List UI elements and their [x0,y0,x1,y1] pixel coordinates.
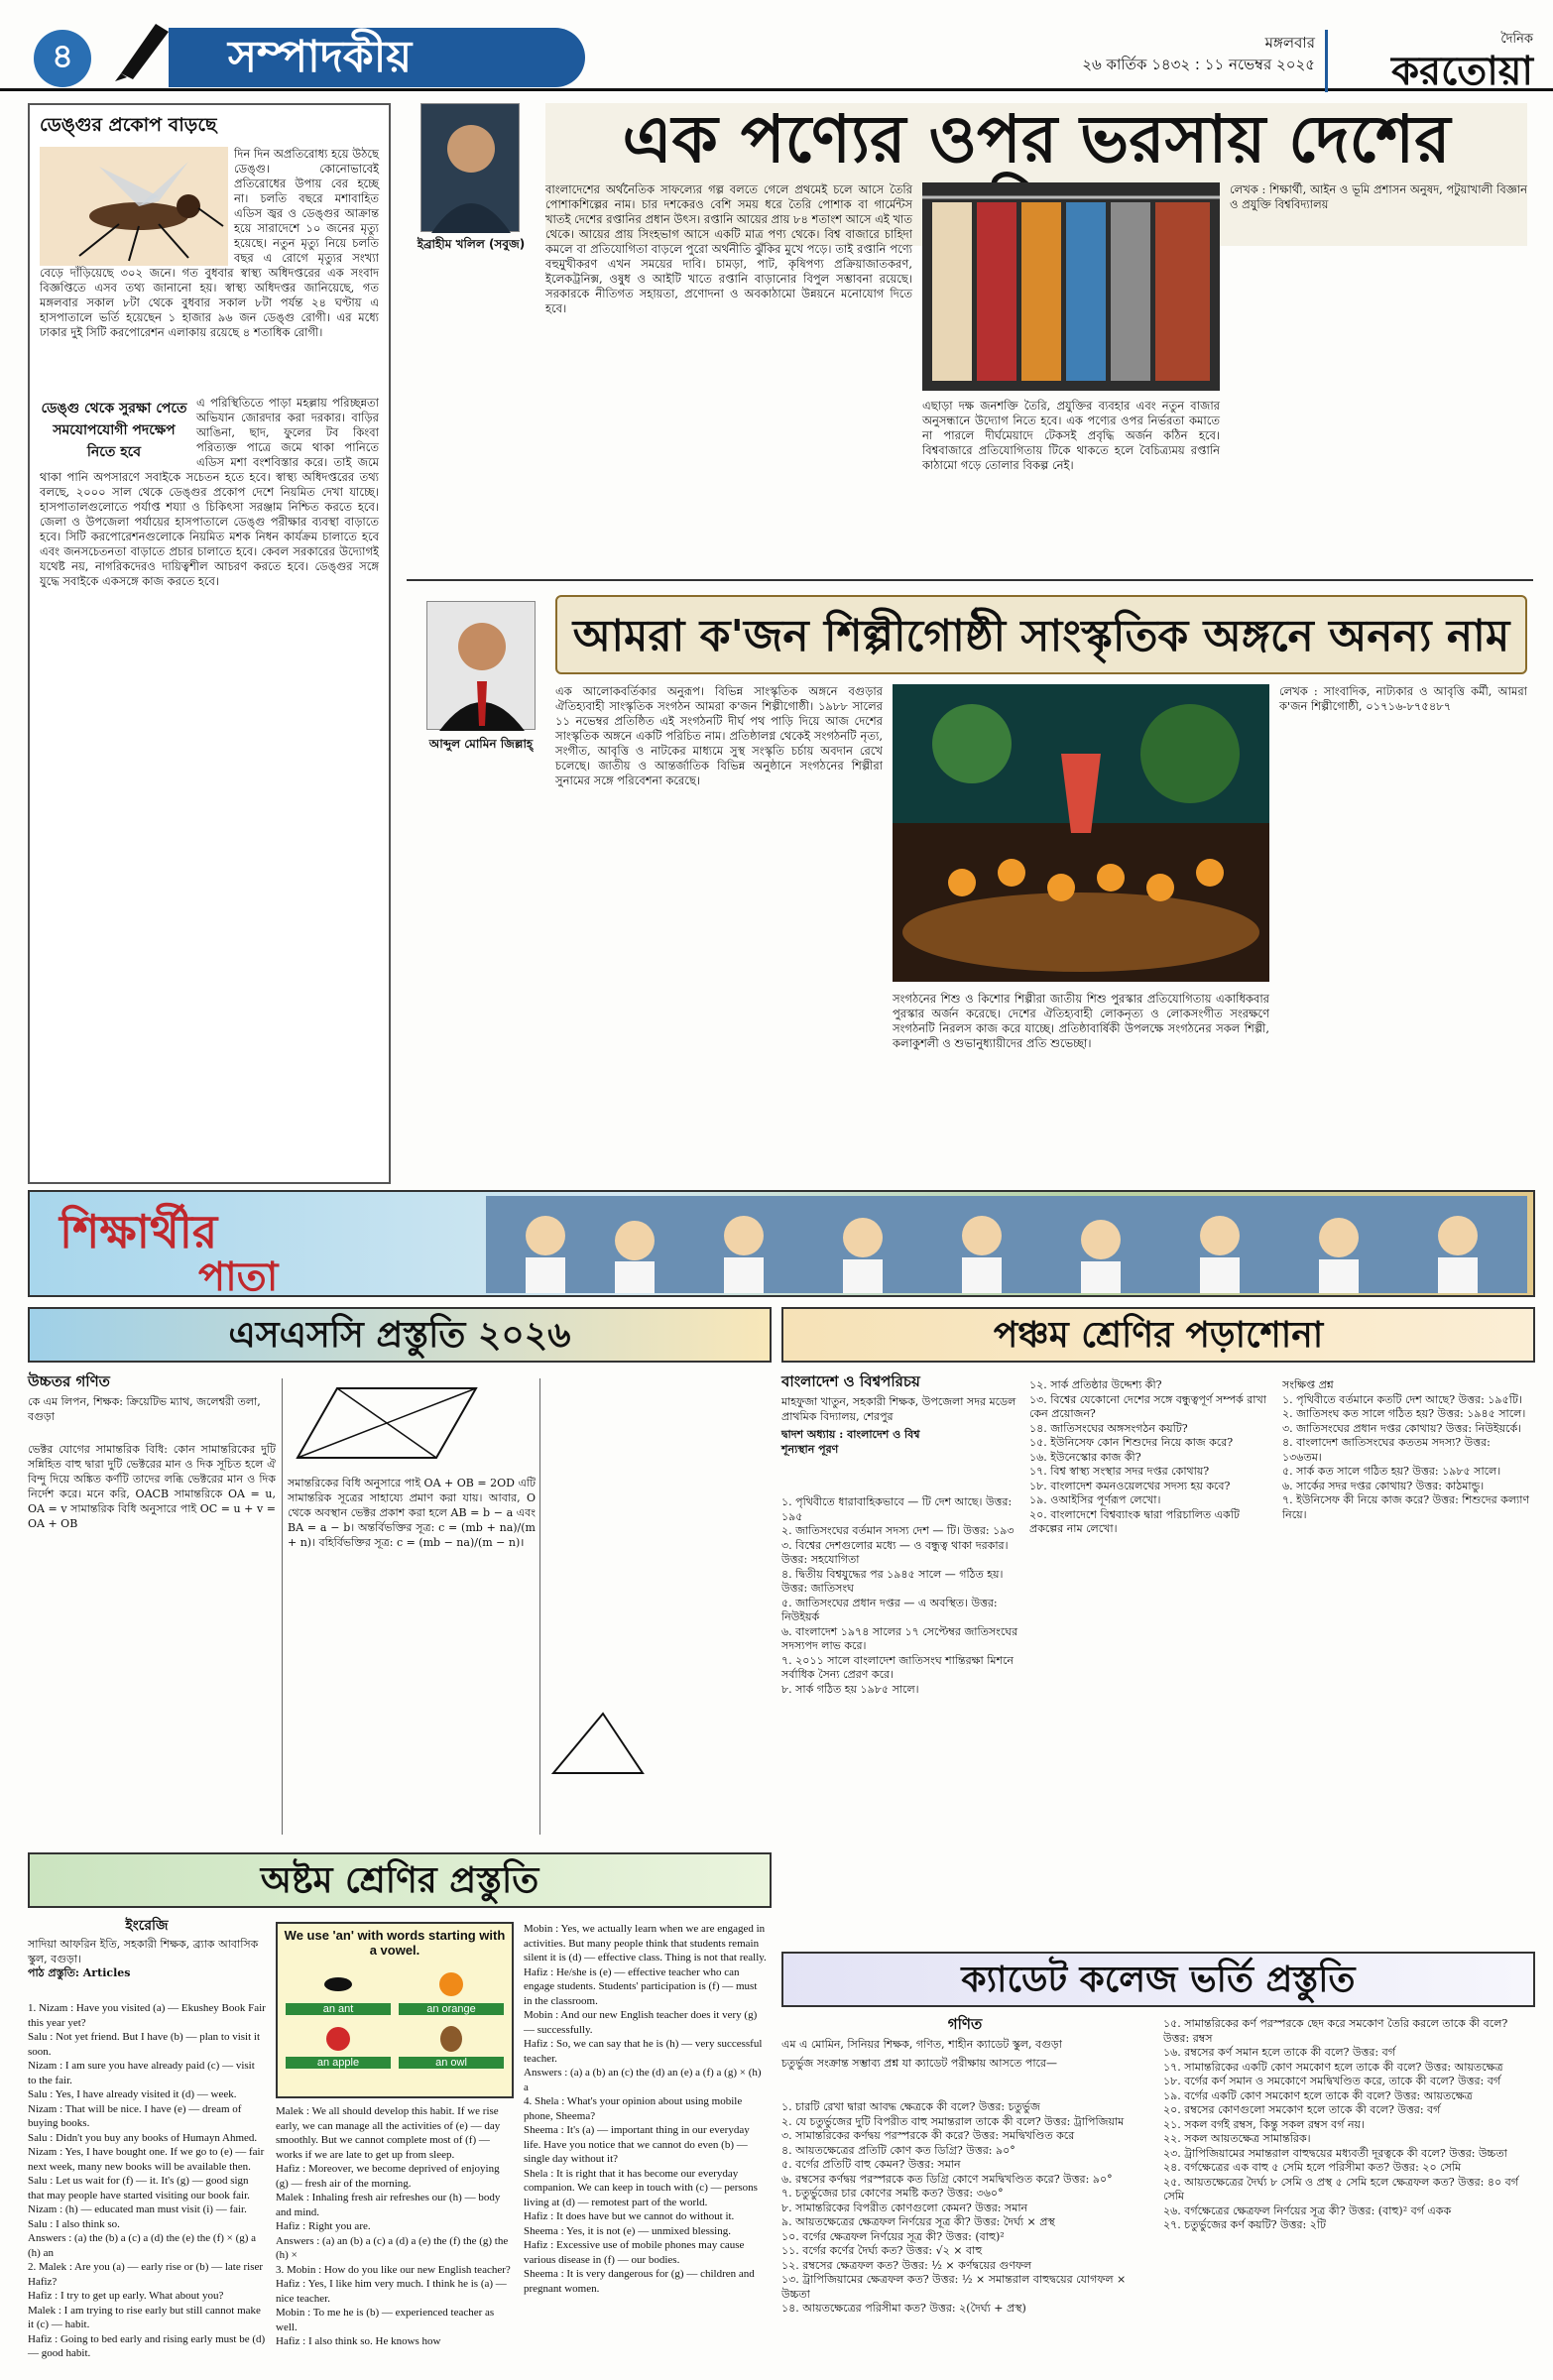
dateline [1082,32,1315,75]
page-header [0,0,1553,94]
dengue-title: ডেঙ্গুর প্রকোপ বাড়ছে [40,114,217,136]
card-item-orange: an orange [395,1965,508,2019]
card-items [278,1962,512,2077]
owl-icon [431,2023,471,2053]
cadet-title: ক্যাডেট কলেজ ভর্তি প্রস্তুতি [781,1952,1535,2007]
class5-q1: ১. পৃথিবীতে ধারাবাহিকভাবে — টি দেশ আছে। উত্তর: ১৯৫ ২. জাতিসংঘের বর্তমান সদস্য দেশ — টি। উত্তর: ১৯৩ ৩. বিশ্বের দেশগুলোর মধ্যে — ও বন্ধুত্ব থাকা দরকার। উত্তর: সহযোগিতা ৪. দ্বিতীয় বিশ্বযুদ্ধের পর ১৯৪৫ সালে — গঠিত হয়। উত্তর: জাতিসংঘ ৫. জাতিসংঘের প্রধান দপ্তর — এ অবস্থিত। উত্তর: নিউইয়র্ক ৬. বাংলাদেশ ১৯৭৪ সালের ১৭ সেপ্টেম্বর জাতিসংঘের সদস্যপদ লাভ করে। ৭. ২০১১ সালে বাংলাদেশ জাতিসংঘ শান্তিরক্ষা মিশনে সর্বাধিক সৈন্য প্রেরণ করে। ৮. সার্ক গঠিত হয় ১৯৮৫ সালে। [781,1495,1018,1696]
class8-title: অষ্টম শ্রেণির প্রস্তুতি [28,1852,772,1908]
fountain-pen-icon [111,14,180,83]
cadet-q1: ১. চারটি রেখা দ্বারা আবদ্ধ ক্ষেত্রকে কী বলে? উত্তর: চতুর্ভুজ ২. যে চতুর্ভুজের দুটি বিপরীত বাহু সমান্তরাল তাকে কী বলে? উত্তর: ট্রাপিজিয়াম ৩. সামান্তরিকের কর্ণদ্বয় পরস্পরকে কী করে? উত্তর: সমদ্বিখণ্ডিত করে ৪. আয়তক্ষেত্রের প্রতিটি কোণ কত ডিগ্রি? উত্তর: ৯০° ৫. বর্গের প্রতিটি বাহু কেমন? উত্তর: সমান ৬. রম্বসের কর্ণদ্বয় পরস্পরকে কত ডিগ্রি কোণে সমদ্বিখণ্ডিত করে? উত্তর: ৯০° ৭. চতুর্ভুজের চার কোণের সমষ্টি কত? উত্তর: ৩৬০° ৮. সামান্তরিকের বিপরীত কোণগুলো কেমন? উত্তর: সমান ৯. আয়তক্ষেত্রের ক্ষেত্রফল নির্ণয়ের সূত্র কী? উত্তর: দৈর্ঘ্য × প্রস্থ ১০. বর্গের ক্ষেত্রফল নির্ণয়ের সূত্র কী? উত্তর: (বাহু)² ১১. বর্গের কর্ণের দৈর্ঘ্য কত? উত্তর: √২ × বাহু ১২. রম্বসের ক্ষেত্রফল কত? উত্তর: ½ × কর্ণদ্বয়ের গুণফল ১৩. ট্রাপিজিয়ামের ক্ষেত্রফল কত? উত্তর: ½ × সমান্তরাল বাহুদ্বয়ের যোগফল × উচ্চতা ১৪. আয়তক্ষেত্রের পরিসীমা কত? উত্তর: ২(দৈর্ঘ্য + প্রস্থ) [781,2100,1127,2315]
article1-headline: এক পণ্যের ওপর ভরসায় দেশের [545,103,1527,246]
class5-title: পঞ্চম শ্রেণির পড়াশোনা [781,1307,1535,1363]
person-icon [421,104,521,233]
students-collage [486,1196,1527,1293]
cadet-subject: গণিত [947,2015,983,2033]
class8-dialog3: Mobin : Yes, we actually learn when we are engaged in activities. But many people think that students remain silent it is (d) — effective class. Thing is not that really. Hafiz : He/she is (e) — effective teacher who can engage students. Students' participation is (f) — must in the classroom. Mobin : And our new English teacher does it very (g) — successfully. Hafiz : So, we can say that he is (h) — very successful teacher. Answers : (a) a (b) an (c) the (d) an (e) a (f) a (g) × (h) a 4. Shela : What's your opinion about using mobile phone, Sheema? Sheema : It's (a) — important thing in our everyday life. Have you notice that we cannot do even (b) — single day without it? Shela : It is right that it has become our everyday companion. We can keep in touch with (c) — persons living at (d) — remotest part of the world. Hafiz : It does have but we cannot do without it. Sheema : Yes, it is not (e) — unmixed blessing. Hafiz : Excessive use of mobile phones may cause various disease in (f) — our bodies. Sheema : It is very dangerous for (g) — children and pregnant women. [524,1923,767,2295]
dengue-editorial [28,103,391,1184]
article2-writer-note: লেখক : সাংবাদিক, নাট্যকার ও আবৃত্তি কর্মী, আমরা ক'জন শিল্পীগোষ্ঠী, ০১৭১৬-৮৭৫৪৮৭ [1279,684,1527,713]
card-item-apple: an apple [282,2019,395,2073]
student-page-banner [28,1190,1535,1300]
class8-dialog1: 1. Nizam : Have you visited (a) — Ekushey Book Fair this year yet? Salu : Not yet friend. But I have (b) — plan to visit it soon. Nizam : I am sure you have already paid (c) — visit to the fair. Salu : Yes, I have already visited it (d) — week. Nizam : That will be nice. I have (e) — dream of buying books. Salu : Didn't you buy any books of Humayn Ahmed. Nizam : Yes, I have bought one. If we go to (e) — fair next week, many new books will be available then. Salu : Let us wait for (f) — it. It's (g) — good sign that may people have started visiting our book fair. Nizam : (h) — educated man must visit (i) — fair. Salu : I also think so. Answers : (a) the (b) a (c) a (d) the (e) the (f) × (g) a (h) an 2. Malek : Are you (a) — early rise or (b) — late riser Hafiz? Hafiz : I try to get up early. What about you? Malek : I am trying to rise early but still cannot make it (c) — habit. Hafiz : Going to bed early and rising early must be (d) — good habit. [28,2002,266,2359]
class5-teacher: মাহফুজা খাতুন, সহকারী শিক্ষক, উপজেলা সদর মডেল প্রাথমিক বিদ্যালয়, শেরপুর [781,1395,1016,1423]
ssc-teacher: কে এম লিপন, শিক্ষক: ক্রিয়েটিভ ম্যাথ, জলেশ্বরী তলা, বগুড়া [28,1395,261,1423]
paper-name: করতোয়া [1391,48,1533,94]
cadet-section [781,1952,1535,2368]
ssc-title: এসএসসি প্রস্তুতি ২০২৬ [28,1307,772,1363]
class8-teacher: সাদিয়া আফরিন ইতি, সহকারী শিক্ষক, ব্র্যাক আবাসিক স্কুল, বগুড়া। [28,1938,259,1965]
class5-subject: বাংলাদেশ ও বিশ্বপরিচয় [781,1372,920,1390]
person-icon [427,602,537,731]
card-item-owl: an owl [395,2019,508,2073]
section-title: সম্পাদকীয় [169,28,585,87]
class5-section [781,1307,1535,1942]
apple-icon [318,2023,358,2053]
ssc-body: ভেক্টর যোগের সামান্তরিক বিধি: কোন সামান্তরিকের দুটি সন্নিহিত বাহু দ্বারা দুটি ভেক্টরের মান ও দিক সূচিত হলে ঐ বিন্দু দিয়ে অঙ্কিত কর্ণটি তাদের লব্ধি ভেক্টরের মান ও দিক নির্দেশ করে। মনে করি, OACB সামান্তরিকে OA = u, OA = v সামান্তরিক বিধি অনুসারে পাই OC = u + v = OA + OB [28,1443,276,1530]
class5-q3: সংক্ষিপ্ত প্রশ্ন ১. পৃথিবীতে বর্তমানে কতটি দেশ আছে? উত্তর: ১৯৫টি। ২. জাতিসংঘ কত সালে গঠিত হয়? উত্তর: ১৯৪৫ সালে। ৩. জাতিসংঘের প্রধান দপ্তর কোথায়? উত্তর: নিউইয়র্কে। ৪. বাংলাদেশ জাতিসংঘের কততম সদস্য? উত্তর: ১৩৬তম। ৫. সার্ক কত সালে গঠিত হয়? উত্তর: ১৯৮৫ সালে। ৬. সার্কের সদর দপ্তর কোথায়? উত্তর: কাঠমান্ডু। ৭. ইউনিসেফ কী নিয়ে কাজ করে? উত্তর: শিশুদের কল্যাণ নিয়ে। [1282,1378,1530,1521]
author2-caption: আব্দুল মোমিন জিল্লাহ্ [428,737,534,751]
mosquito-illustration [40,147,228,266]
ssc-section [28,1307,772,1843]
banner-line1: শিক্ষার্থীর [60,1205,218,1258]
article1-clothes-photo [922,182,1220,391]
class5-part: শূন্যস্থান পূরণ [781,1442,839,1456]
ssc-subject: উচ্চতর গণিত [28,1372,110,1390]
class5-q2: ১২. সার্ক প্রতিষ্ঠার উদ্দেশ্য কী? ১৩. বিশ্বের যেকোনো দেশের সঙ্গে বন্ধুত্বপূর্ণ সম্পর্ক রাখা কেন প্রয়োজন? ১৪. জাতিসংঘের অঙ্গসংগঠন কয়টি? ১৫. ইউনিসেফ কোন শিশুদের নিয়ে কাজ করে? ১৬. ইউনেস্কোর কাজ কী? ১৭. বিশ্ব স্বাস্থ্য সংস্থার সদর দপ্তর কোথায়? ১৮. বাংলাদেশ কমনওয়েলথের সদস্য হয় কবে? ১৯. ওআইসির পূর্ণরূপ লেখো। ২০. বাংলাদেশে বিশ্বব্যাংক দ্বারা পরিচালিত একটি প্রকল্পের নাম লেখো। [1029,1378,1266,1535]
class8-topic: পাঠ প্রস্তুতি: Articles [28,1966,131,1979]
article2-body: এক আলোকবর্তিকার অনুরূপ। বিভিন্ন সাংস্কৃতিক অঙ্গনে বগুড়ার ঐতিহ্যবাহী সাংস্কৃতিক সংগঠন আমরা ক'জন শিল্পীগোষ্ঠী। ১৯৮৮ সালের ১১ নভেম্বর প্রতিষ্ঠিত এই সংগঠনটি দীর্ঘ পথ পাড়ি দিয়ে আজ দেশের সাংস্কৃতিক অঙ্গনে একটি পরিচিত নাম। প্রতিষ্ঠালগ্ন থেকেই সংগঠনটি নৃত্য, সংগীত, আবৃত্তি ও নাটকের মাধ্যমে সুস্থ সংস্কৃতি চর্চায় অবদান রেখে চলেছে। জাতীয় ও আন্তর্জাতিক বিভিন্ন অনুষ্ঠানে সংগঠনের শিল্পীরা সুনামের সঙ্গে পরিবেশনা করেছে। [555,684,883,787]
ssc-divider [282,1378,283,1835]
article-cultural-group [407,579,1533,1174]
page-number: ৪ [34,30,91,87]
ant-icon [318,1969,358,1999]
orange-icon [431,1969,471,1999]
dengue-body-bottom: এ পরিস্থিতিতে পাড়া মহল্লায় পরিচ্ছন্নতা অভিযান জোরদার করা দরকার। বাড়ির আঙিনা, ছাদ, ফুলের টব কিংবা পরিত্যক্ত পাত্রে জমে থাকা পানিতে এডিস মশা বংশবিস্তার করে। তাই জমে থাকা পানি অপসারণে সবাইকে সচেতন হতে হবে। স্বাস্থ্য অধিদপ্তরের তথ্য বলছে, ২০০০ সাল থেকে ডেঙ্গুর প্রকোপ দেশে নিয়মিত দেখা যাচ্ছে। হাসপাতালগুলোতে পর্যাপ্ত শয্যা ও চিকিৎসা সরঞ্জাম নিশ্চিত করতে হবে। জেলা ও উপজেলা পর্যায়ের হাসপাতালে ডেঙ্গু পরীক্ষার ব্যবস্থা বাড়াতে হবে। সিটি করপোরেশনগুলোকে নিয়মিত মশক নিধন কার্যক্রম চালাতে হবে এবং জনসচেতনতা বাড়াতে প্রচার চালাতে হবে। কেবল সরকারের উদ্যোগই যথেষ্ট নয়, নাগরিকদেরও দায়িত্বশীল আচরণ করতে হবে। ডেঙ্গুর সঙ্গে যুদ্ধে সবাইকে একসঙ্গে কাজ করতে হবে। [40,396,379,588]
cadet-q2: ১৫. সামান্তরিকের কর্ণ পরস্পরকে ছেদ করে সমকোণ তৈরি করলে তাকে কী বলে? উত্তর: রম্বস ১৬. রম্বসের কর্ণ সমান হলে তাকে কী বলে? উত্তর: বর্গ ১৭. সামান্তরিকের একটি কোণ সমকোণ হলে তাকে কী বলে? উত্তর: আয়তক্ষেত্র ১৮. বর্গের কর্ণ সমান ও সমকোণে সমদ্বিখণ্ডিত করে, তাকে কী বলে? উত্তর: বর্গ ১৯. বর্গের একটি কোণ সমকোণ হলে তাকে কী বলে? উত্তর: আয়তক্ষেত্র ২০. রম্বসের কোণগুলো সমকোণ হলে তাকে কী বলে? উত্তর: বর্গ ২১. সকল বর্গই রম্বস, কিন্তু সকল রম্বস বর্গ নয়। ২২. সকল আয়তক্ষেত্র সামান্তরিক। ২৩. ট্রাপিজিয়ামের সমান্তরাল বাহুদ্বয়ের মধ্যবর্তী দূরত্বকে কী বলে? উত্তর: উচ্চতা ২৪. বর্গক্ষেত্রের এক বাহু ৫ সেমি হলে পরিসীমা কত? উত্তর: ২০ সেমি ২৫. আয়তক্ষেত্রের দৈর্ঘ্য ৮ সেমি ও প্রস্থ ৫ সেমি হলে ক্ষেত্রফল কত? উত্তর: ৪০ বর্গ সেমি ২৬. বর্গক্ষেত্রের ক্ষেত্রফল নির্ণয়ের সূত্র কী? উত্তর: (বাহু)² বর্গ একক ২৭. চতুর্ভুজের কর্ণ কয়টি? উত্তর: ২টি [1163,2017,1518,2231]
article1-body: বাংলাদেশের অর্থনৈতিক সাফল্যের গল্প বলতে গেলে প্রথমেই চলে আসে তৈরি পোশাকশিল্পের নাম। চার দশকেরও বেশি সময় ধরে তৈরি পোশাক বা গার্মেন্টস খাতই দেশের রপ্তানির প্রধান উৎস। রপ্তানি আয়ের প্রায় ৮৪ শতাংশ আসে এই খাত থেকে। আয়ের প্রায় সিংহভাগ আসে একটি মাত্র পণ্য থেকে। বিশ্ব বাজারে চাহিদা কমলে বা প্রতিযোগিতা বাড়লে পুরো অর্থনীতি ঝুঁকির মুখে পড়ে। তাই রপ্তানি পণ্যে বহুমুখীকরণ এখন সময়ের দাবি। চামড়া, পাট, কৃষিপণ্য প্রক্রিয়াজাতকরণ, ইলেকট্রনিক্স, ওষুধ ও আইটি খাতে রপ্তানি বাড়ানোর বিপুল সম্ভাবনা রয়েছে। সরকারকে নীতিগত সহায়তা, প্রণোদনা ও অবকাঠামো উন্নয়নে মনোযোগ দিতে হবে। [545,182,912,315]
triangle-diagram [543,1704,653,1783]
paper-prefix: দৈনিক [1500,32,1533,47]
date: ২৬ কার্তিক ১৪৩২ : ১১ নভেম্বর ২০২৫ [1082,56,1315,73]
author-photo [420,103,520,232]
cadet-teacher: এম এ মোমিন, সিনিয়র শিক্ষক, গণিত, শাহীন ক্যাডেট স্কুল, বগুড়া [781,2038,1062,2051]
author2-photo [426,601,536,730]
article1-body2: এছাড়া দক্ষ জনশক্তি তৈরি, প্রযুক্তির ব্যবহার এবং নতুন বাজার অনুসন্ধানে উদ্যোগ নিতে হবে। এক পণ্যের ওপর নির্ভরতা কমাতে না পারলে দীর্ঘমেয়াদে টেকসই প্রবৃদ্ধি অর্জন কঠিন হবে। বিশ্ববাজারে প্রতিযোগিতায় টিকে থাকতে হলে বৈচিত্র্যময় রপ্তানি কাঠামো গড়ে তোলার বিকল্প নেই। [922,399,1220,472]
banner-line2: পাতা [198,1253,279,1300]
cadet-intro: চতুর্ভুজ সংক্রান্ত সম্ভাব্য প্রশ্ন যা ক্যাডেট পরীক্ষায় আসতে পারে— [781,2056,1058,2070]
class5-chapter: দ্বাদশ অধ্যায় : বাংলাদেশ ও বিশ্ব [781,1428,920,1441]
article2-headline: আমরা ক'জন শিল্পীগোষ্ঠী সাংস্কৃতিক অঙ্গনে অনন্য নাম [572,611,1510,661]
article-export-diversification [407,100,1533,569]
article2-headline-box [555,595,1527,674]
card-item-ant: an ant [282,1965,395,2019]
masthead [1325,30,1533,92]
class8-dialog2: Malek : We all should develop this habit. If we rise early, we can manage all the activities of (e) — day smoothly. But we cannot complete most of (f) — works if we are late to get up from sleep. Hafiz : Moreover, we become deprived of enjoying (g) — fresh air of the morning. Malek : Inhaling fresh air refreshes our (h) — body and mind. Hafiz : Right you are. Answers : (a) an (b) a (c) a (d) a (e) the (f) the (g) the (h) × 3. Mobin : How do you like our new English teacher? Hafiz : Yes, I like him very much. I think he is (a) — nice teacher. Mobin : To me he is (b) — experienced teacher as well. Hafiz : I also think so. He knows how [276,2105,511,2347]
class8-section [28,1852,772,2368]
ssc-divider-2 [539,1378,540,1835]
dance-performance-photo [893,684,1269,982]
author-caption: ইব্রাহীম খলিল (সবুজ) [417,237,526,251]
parallelogram-diagram [288,1378,486,1468]
ssc-body2: সমান্তরিকের বিধি অনুসারে পাই OA + OB = 2OD এটি সামান্তরিক সূত্রের সাহায্যে প্রমাণ করা যায়। আবার, O থেকে অবস্থান ভেক্টর প্রকাশ করা হলে AB = b − a এবং BA = a − b। অন্তর্বিভক্তির সূত্র: c = (mb + na)/(m + n)। বহির্বিভক্তির সূত্র: c = (mb − na)/(m − n)। [288,1477,536,1549]
card-title: We use 'an' with words starting with a vowel. [284,1928,506,1958]
dengue-pull-quote: ডেঙ্গু থেকে সুরক্ষা পেতে সমযোপযোগী পদক্ষেপ নিতে হবে [41,401,187,460]
article2-body2: সংগঠনের শিশু ও কিশোর শিল্পীরা জাতীয় শিশু পুরস্কার প্রতিযোগিতায় একাধিকবার পুরস্কার অর্জন করেছে। দেশের ঐতিহ্যবাহী লোকনৃত্য ও লোকসংগীত সংরক্ষণে সংগঠনটি নিরলস কাজ করে যাচ্ছে। প্রতিষ্ঠাবার্ষিকী উপলক্ষে সংগঠনের সকল শিল্পী, কলাকুশলী ও শুভানুধ্যায়ীদের প্রতি শুভেচ্ছা। [893,992,1269,1050]
class8-subject: ইংরেজি [125,1918,169,1934]
dengue-body-top: দিন দিন অপ্রতিরোধ্য হয়ে উঠছে ডেঙ্গু। কোনোভাবেই প্রতিরোধের উপায় বের হচ্ছে না। চলতি বছরে মশাবাহিত এডিস জ্বর ও ডেঙ্গুর আক্রান্ত হয়ে সারাদেশে ১০ জনের মৃত্যু হয়েছে। নতুন মৃত্যু নিয়ে চলতি বছর এ রোগে মৃত্যুর সংখ্যা বেড়ে দাঁড়িয়েছে ৩০২ জনে। গত বুধবার স্বাস্থ্য অধিদপ্তরের এক সংবাদ বিজ্ঞপ্তিতে এসব তথ্য জানানো হয়। স্বাস্থ্য অধিদপ্তর জানিয়েছে, গত মঙ্গলবার সকাল ৮টা থেকে বুধবার সকাল ৮টা পর্যন্ত ২৪ ঘণ্টায় এ হাসপাতালে ভর্তি হয়েছেন ১ হাজার ৯৬ জন ডেঙ্গু রোগী। এর মধ্যে ঢাকার দুই সিটি করপোরেশন এলাকায় রয়েছে ৪ শতাধিক রোগী। [40,147,379,339]
article1-writer-note: লেখক : শিক্ষার্থী, আইন ও ভূমি প্রশাসন অনুষদ, পটুয়াখালী বিজ্ঞান ও প্রযুক্তি বিশ্ববিদ্যালয় [1230,182,1527,211]
article-card [276,1922,514,2098]
day: মঙ্গলবার [1264,34,1315,52]
